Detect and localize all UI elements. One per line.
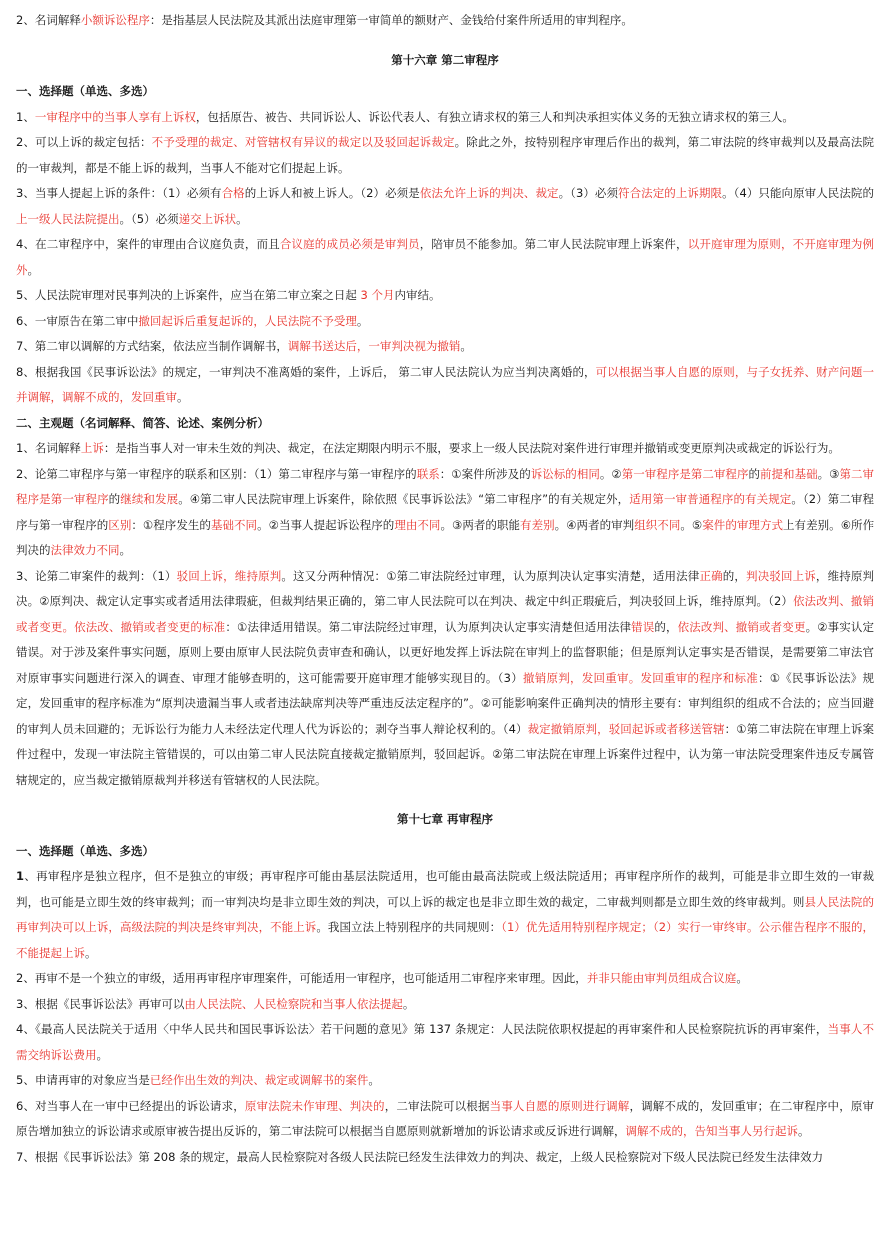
highlighted-text: 一审程序中的当事人享有上诉权 xyxy=(34,109,196,124)
text-run: 2、论第二审程序与第一审程序的联系和区别：（1）第二审程序与第一审程序的 xyxy=(16,466,417,481)
text-run: 。 xyxy=(236,211,248,226)
text-run: 6、对当事人在一审中已经提出的诉讼请求， xyxy=(16,1098,245,1113)
highlighted-text: 小额诉讼程序 xyxy=(80,13,150,27)
highlighted-text: 以开庭审理为原则，不开庭审理为例外 xyxy=(16,237,875,277)
text-run: ：是指基层人民法院及其派出法庭审理第一审简单的额财产、金钱给付案件所适用的审判程序。 xyxy=(149,13,633,27)
text-run: 2、可以上诉的裁定包括： xyxy=(16,135,152,149)
text-run: 7、第二审以调解的方式结案，依法应当制作调解书， xyxy=(16,339,288,353)
paragraph xyxy=(16,1145,874,1171)
text-run: 6、一审原告在第二审中 xyxy=(16,313,139,328)
text-run: ：①第二审法院在审理上诉案件过程中，发现一审法院主管错误的，可以由第二审人民法院直接裁定撤销原判，驳回起诉。②第二审法院在审理上诉案件过程中，认为第一审法院受理案件违反专属管辖规定的，应当裁定撤销原裁判并移送有管辖权的人民法院。 xyxy=(16,721,875,787)
text-run: 。 xyxy=(177,390,189,404)
text-run: 。 xyxy=(368,1073,380,1087)
text-run: ：①《民事诉讼法》规定，发回重审的程序标准为“原判决遗漏当事人或者违法缺席判决等严重违反法定程序的”。②可能影响案件正确判决的情形主要有：审判组织的组成不合法的；应当回避的审判人员未回避的；无诉讼行为能力人未经法定代理人代为诉讼的；剥夺当事人辩论权利的。（4） xyxy=(16,670,875,736)
text-run: 的， xyxy=(722,568,747,583)
highlighted-text: 适用第一审普通程序的有关规定 xyxy=(629,492,792,506)
chapter-heading: 第十七章 再审程序 xyxy=(396,812,493,826)
text-run: 。⑤ xyxy=(680,517,703,532)
paragraph xyxy=(16,564,874,794)
chapter-heading: 第十六章 第二审程序 xyxy=(391,52,499,67)
highlighted-text: 递交上诉状 xyxy=(178,211,237,226)
highlighted-text: 当事人不需交纳诉讼费用 xyxy=(16,1022,875,1062)
highlighted-text: 依法改判、撤销或者变更。依法改、撤销或者变更的标准 xyxy=(16,594,875,634)
highlighted-text: 联系 xyxy=(416,466,440,481)
text-run: 。② xyxy=(599,466,622,481)
text-run: 1、名词解释 xyxy=(16,441,81,455)
paragraph xyxy=(16,181,874,232)
text-run: 的上诉人和被上诉人。（2）必须是 xyxy=(244,186,420,200)
highlighted-text: 调解不成的，告知当事人另行起诉 xyxy=(625,1124,798,1138)
paragraph xyxy=(16,130,874,181)
highlighted-text: 县人民法院的再审判决可以上诉，高级法院的判决是终审判决，不能上诉 xyxy=(16,894,874,934)
highlighted-text: 上一级人民法院提出 xyxy=(16,211,120,226)
highlighted-text: 裁定撤销原判，驳回起诉或者移送管辖 xyxy=(527,721,725,736)
highlighted-text: 依法允许上诉的判决、裁定 xyxy=(419,186,559,200)
text-run: ：是指当事人对一审未生效的判决、裁定，在法定期限内明示不服，要求上一级人民法院对案件进行审理并撤销或变更原判决或裁定的诉讼行为。 xyxy=(103,441,840,455)
text-run: ，陪审员不能参加。第二审人民法院审理上诉案件， xyxy=(419,237,688,251)
highlighted-text: 当事人自愿的原则进行调解 xyxy=(489,1098,630,1113)
highlighted-text: 判决驳回上诉 xyxy=(746,568,816,583)
text-run: 的， xyxy=(654,619,678,634)
text-run: 的 xyxy=(748,466,761,481)
section-heading: 二、主观题（名词解释、简答、论述、案例分析） xyxy=(16,415,269,430)
text-run: 的 xyxy=(108,492,121,506)
highlighted-text: 案件的审理方式 xyxy=(702,517,784,532)
highlighted-text: 基础不同 xyxy=(210,517,258,532)
highlighted-text: 正确 xyxy=(699,568,723,583)
text-run: 。 xyxy=(356,313,369,328)
text-run: 4、《最高人民法院关于适用〈中华人民共和国民事诉讼法〉若干问题的意见》第 137 条规定：人民法院依职权提起的再审案件和人民检察院抗诉的再审案件， xyxy=(16,1022,828,1036)
highlighted-text: 区别 xyxy=(108,517,132,532)
paragraph xyxy=(16,283,874,309)
text-run: 。除此之外，按特别程序审理后作出的裁判，第二审法院的终审裁判以及最高法院的一审裁判，都是不能上诉的裁判，当事人不能对它们提起上诉。 xyxy=(16,135,874,175)
text-run: 。③ xyxy=(817,466,840,481)
highlighted-text: 组织不同 xyxy=(634,517,681,532)
highlighted-text: 前提和基础 xyxy=(760,466,818,481)
text-run: 。（4）只能向原审人民法院的 xyxy=(722,186,874,200)
paragraph xyxy=(16,1017,874,1068)
highlighted-text: 由人民法院、人民检察院和当事人依法提起 xyxy=(184,996,403,1011)
text-run: 2、再审不是一个独立的审级，适用再审程序审理案件，可能适用一审程序，也可能适用二审程序来审理。因此， xyxy=(16,971,587,985)
text-run: 8、根据我国《民事诉讼法》的规定，一审判决不准离婚的案件，上诉后， 第二审人民法院认为应当判决离婚的， xyxy=(16,364,596,379)
text-run: 。 xyxy=(798,1124,810,1138)
highlighted-text: 错误 xyxy=(631,619,655,634)
text-run: 2、名词解释 xyxy=(16,13,81,27)
paragraph xyxy=(16,462,874,564)
document-page xyxy=(16,8,874,1170)
paragraph xyxy=(16,864,874,966)
paragraph xyxy=(16,8,874,34)
highlighted-text: 撤回起诉后重复起诉的，人民法院不予受理 xyxy=(138,313,357,328)
highlighted-text: 理由不同 xyxy=(394,517,441,532)
text-run: 上有差别。⑥所作判决的 xyxy=(16,517,875,557)
bold-text: 1 xyxy=(16,869,25,883)
text-run: 。 xyxy=(402,996,415,1011)
text-run: 5、申请再审的对象应当是 xyxy=(16,1073,150,1087)
text-run: 4、在二审程序中，案件的审理由合议庭负责，而且 xyxy=(16,237,280,251)
highlighted-text: 有差别 xyxy=(520,517,555,532)
highlighted-text: 第二审程序是第一审程序 xyxy=(16,466,875,506)
text-run: 内审结。 xyxy=(394,288,441,302)
text-run: 。 xyxy=(85,945,97,960)
highlighted-text: 合议庭的成员必须是审判员 xyxy=(279,237,420,251)
paragraph xyxy=(16,992,874,1018)
highlighted-text: 3 个月 xyxy=(360,288,395,302)
text-run: 。 xyxy=(460,339,472,353)
highlighted-text: 驳回上诉，维持原判 xyxy=(176,568,282,583)
text-run: 。（2）第二审程序与第一审程序的 xyxy=(16,492,875,532)
text-run: 。③两者的职能 xyxy=(440,517,521,532)
section-heading: 一、选择题（单选、多选） xyxy=(16,84,154,98)
text-run: 。 xyxy=(736,971,748,985)
text-run: 5、人民法院审理对民事判决的上诉案件，应当在第二审立案之日起 xyxy=(16,288,361,302)
text-run: ：①程序发生的 xyxy=(131,517,211,532)
highlighted-text: 继续和发展 xyxy=(120,492,179,506)
highlighted-text: 可以根据当事人自愿的原则，与子女抚养、财产问题一并调解，调解不成的，发回重审 xyxy=(16,364,874,404)
highlighted-text: 原审法院未作审理、判决的 xyxy=(244,1098,385,1113)
text-run: ，调解不成的，发回重审；在二审程序中，原审原告增加独立的诉讼请求或原审被告提出反诉的，第二审法院可以根据当自愿原则就新增加的诉讼请求或反诉进行调解， xyxy=(16,1098,875,1138)
text-run: 。 xyxy=(27,262,39,277)
text-run: 3、论第二审案件的裁判：（1） xyxy=(16,568,177,583)
highlighted-text: 符合法定的上诉期限 xyxy=(618,186,723,200)
text-run: 、再审程序是独立程序，但不是独立的审级；再审程序可能由基层法院适用，也可能由最高法院或上级法院适用；再审程序所作的裁判，可能是非立即生效的一审裁判，也可能是立即生效的终审裁判；而一审判决均是非立即生效的判决，可以上诉的裁定也是非立即生效的裁定，二审裁判则都是立即生效的终审裁判。则 xyxy=(16,869,874,909)
paragraph xyxy=(16,1094,874,1145)
paragraph xyxy=(16,966,874,992)
highlighted-text: 第一审程序是第二审程序 xyxy=(621,466,749,481)
text-run: ，维持原判决。②原判决、裁定认定事实或者适用法律瑕疵，但裁判结果正确的，第二审人民法院可以在判决、裁定中纠正瑕疵后，判决驳回上诉，维持原判。（2） xyxy=(16,568,875,608)
text-run: 1、 xyxy=(16,109,35,124)
section-heading: 一、选择题（单选、多选） xyxy=(16,843,154,858)
text-run: 。 xyxy=(119,543,131,557)
text-run: 。（3）必须 xyxy=(558,186,619,200)
text-run: 。④第二审人民法院审理上诉案件，除依照《民事诉讼法》“第二审程序”的有关规定外， xyxy=(178,492,630,506)
text-run: 。我国立法上特别程序的共同规则： xyxy=(316,920,502,934)
paragraph xyxy=(16,436,874,462)
text-run: 。②事实认定错误。对于涉及案件事实问题，原则上要由原审人民法院负责审查和确认，以更好地发挥上诉法院在审判上的监督职能；但是原判认定事实是否错误，是需要第二审法官对原审事实问题进行深入的调查、审理才能够查明的，这可能需要开庭审理才能够实现目的。（3） xyxy=(16,619,875,685)
highlighted-text: 法律效力不同 xyxy=(50,543,120,557)
highlighted-text: 依法改判、撤销或者变更 xyxy=(677,619,806,634)
text-run: ：①法律适用错误。第二审法院经过审理，认为原判决认定事实清楚但适用法律 xyxy=(225,619,632,634)
text-run: 。这又分两种情况：①第二审法院经过审理，认为原判决认定事实清楚，适用法律 xyxy=(281,568,700,583)
text-run: 。（5）必须 xyxy=(119,211,179,226)
paragraph xyxy=(16,232,874,283)
paragraph xyxy=(16,105,874,131)
text-run: 。 xyxy=(96,1047,108,1062)
paragraph xyxy=(16,360,874,411)
highlighted-text: 上诉 xyxy=(80,441,104,455)
highlighted-text: 调解书送达后，一审判决视为撤销 xyxy=(287,339,461,353)
highlighted-text: 撤销原判，发回重审。发回重审的程序和标准 xyxy=(523,670,758,685)
paragraph xyxy=(16,309,874,335)
text-run: 3、根据《民事诉讼法》再审可以 xyxy=(16,996,185,1011)
text-run: ：①案件所涉及的 xyxy=(439,466,531,481)
text-run: ，包括原告、被告、共同诉讼人、诉讼代表人、有独立请求权的第三人和判决承担实体义务的无独立请求权的第三人。 xyxy=(195,109,794,124)
text-run: ，二审法院可以根据 xyxy=(384,1098,490,1113)
text-run: 。④两者的审判 xyxy=(554,517,635,532)
text-run: 7、根据《民事诉讼法》第 208 条的规定，最高人民检察院对各级人民法院已经发生法律效力的判决、裁定，上级人民检察院对下级人民法院已经发生法律效力 xyxy=(16,1149,824,1164)
highlighted-text: 不予受理的裁定、对管辖权有异议的裁定以及驳回起诉裁定 xyxy=(151,135,455,149)
highlighted-text: （1）优先适用特别程序规定；（2）实行一审终审。公示催告程序不服的，不能提起上诉 xyxy=(16,920,874,960)
text-run: 。②当事人提起诉讼程序的 xyxy=(257,517,395,532)
text-run: 3、当事人提起上诉的条件：（1）必须有 xyxy=(16,186,222,200)
highlighted-text: 并非只能由审判员组成合议庭 xyxy=(586,971,737,985)
paragraph xyxy=(16,1068,874,1094)
paragraph xyxy=(16,334,874,360)
highlighted-text: 合格 xyxy=(221,186,245,200)
highlighted-text: 已经作出生效的判决、裁定或调解书的案件 xyxy=(149,1073,369,1087)
highlighted-text: 诉讼标的相同 xyxy=(530,466,600,481)
